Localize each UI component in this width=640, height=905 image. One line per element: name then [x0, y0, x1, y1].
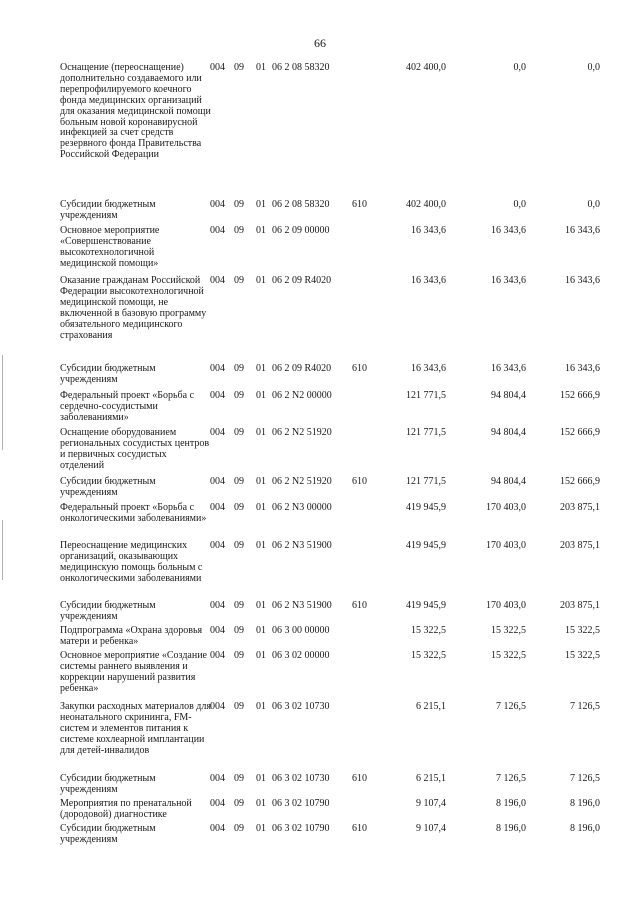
subsection-code: 01: [256, 363, 266, 374]
row-name: Субсидии бюджетным учреждениям: [60, 773, 156, 795]
subsection-code: 01: [256, 199, 266, 210]
amount-col-1: 16 343,6: [411, 225, 446, 236]
amount-col-3: 0,0: [587, 62, 600, 73]
section-code: 09: [234, 625, 244, 636]
subsection-code: 01: [256, 773, 266, 784]
binding-mark: [2, 520, 3, 580]
section-code: 09: [234, 701, 244, 712]
amount-col-2: 16 343,6: [491, 225, 526, 236]
section-code: 09: [234, 502, 244, 513]
subsection-code: 01: [256, 650, 266, 661]
amount-col-1: 15 322,5: [411, 625, 446, 636]
section-code: 09: [234, 773, 244, 784]
section-code: 09: [234, 62, 244, 73]
row-name: Субсидии бюджетным учреждениям: [60, 363, 156, 385]
subsection-code: 01: [256, 798, 266, 809]
row-name: Подпрограмма «Охрана здоровья матери и ребенка»: [60, 625, 203, 647]
amount-col-1: 402 400,0: [406, 199, 446, 210]
amount-col-1: 16 343,6: [411, 275, 446, 286]
target-code: 06 2 09 R4020: [272, 275, 332, 286]
section-code: 09: [234, 199, 244, 210]
subsection-code: 01: [256, 275, 266, 286]
amount-col-2: 7 126,5: [496, 773, 526, 784]
section-code: 09: [234, 363, 244, 374]
amount-col-3: 152 666,9: [560, 390, 600, 401]
amount-col-3: 16 343,6: [565, 225, 600, 236]
ministry-code: 004: [210, 701, 225, 712]
row-name: Оснащение оборудованием региональных сосудистых центров и первичных сосудистых отделений: [60, 427, 210, 471]
amount-col-1: 6 215,1: [416, 701, 446, 712]
subsection-code: 01: [256, 701, 266, 712]
amount-col-1: 419 945,9: [406, 502, 446, 513]
section-code: 09: [234, 275, 244, 286]
target-code: 06 2 08 58320: [272, 62, 330, 73]
section-code: 09: [234, 225, 244, 236]
ministry-code: 004: [210, 540, 225, 551]
target-code: 06 2 08 58320: [272, 199, 330, 210]
row-name: Основное мероприятие «Создание системы раннего выявления и коррекции нарушений развития ребенка»: [60, 650, 207, 694]
row-name: Оснащение (переоснащение) дополнительно создаваемого или перепрофилируемого коечного фонда медицинских организаций для оказания медицинской помощи больным новой коронавирусной инфекцией за счет средств резервного фонда Правительства Российской Федерации: [60, 62, 211, 161]
amount-col-2: 0,0: [513, 62, 526, 73]
row-name: Субсидии бюджетным учреждениям: [60, 476, 156, 498]
amount-col-3: 8 196,0: [570, 798, 600, 809]
amount-col-1: 9 107,4: [416, 798, 446, 809]
section-code: 09: [234, 650, 244, 661]
section-code: 09: [234, 476, 244, 487]
expense-type-code: 610: [352, 823, 367, 834]
amount-col-2: 15 322,5: [491, 625, 526, 636]
target-code: 06 2 N3 00000: [272, 502, 332, 513]
ministry-code: 004: [210, 62, 225, 73]
amount-col-1: 6 215,1: [416, 773, 446, 784]
ministry-code: 004: [210, 363, 225, 374]
page-number: 66: [314, 36, 326, 50]
amount-col-3: 16 343,6: [565, 363, 600, 374]
amount-col-2: 170 403,0: [486, 540, 526, 551]
binding-mark: [2, 355, 3, 450]
target-code: 06 2 N2 00000: [272, 390, 332, 401]
amount-col-3: 0,0: [587, 199, 600, 210]
amount-col-2: 0,0: [513, 199, 526, 210]
expense-type-code: 610: [352, 363, 367, 374]
amount-col-1: 121 771,5: [406, 427, 446, 438]
amount-col-2: 170 403,0: [486, 502, 526, 513]
ministry-code: 004: [210, 275, 225, 286]
amount-col-1: 121 771,5: [406, 390, 446, 401]
target-code: 06 2 N3 51900: [272, 600, 332, 611]
amount-col-2: 16 343,6: [491, 363, 526, 374]
subsection-code: 01: [256, 502, 266, 513]
subsection-code: 01: [256, 225, 266, 236]
target-code: 06 2 N2 51920: [272, 427, 332, 438]
section-code: 09: [234, 427, 244, 438]
ministry-code: 004: [210, 390, 225, 401]
expense-type-code: 610: [352, 199, 367, 210]
subsection-code: 01: [256, 823, 266, 834]
row-name: Федеральный проект «Борьба с онкологическими заболеваниями»: [60, 502, 207, 524]
amount-col-3: 152 666,9: [560, 427, 600, 438]
amount-col-3: 16 343,6: [565, 275, 600, 286]
row-name: Субсидии бюджетным учреждениям: [60, 199, 156, 221]
target-code: 06 3 02 10790: [272, 798, 330, 809]
expense-type-code: 610: [352, 600, 367, 611]
amount-col-3: 152 666,9: [560, 476, 600, 487]
subsection-code: 01: [256, 62, 266, 73]
amount-col-1: 15 322,5: [411, 650, 446, 661]
amount-col-2: 16 343,6: [491, 275, 526, 286]
amount-col-1: 121 771,5: [406, 476, 446, 487]
amount-col-2: 170 403,0: [486, 600, 526, 611]
expense-type-code: 610: [352, 476, 367, 487]
target-code: 06 3 02 10730: [272, 701, 330, 712]
amount-col-1: 402 400,0: [406, 62, 446, 73]
target-code: 06 3 00 00000: [272, 625, 330, 636]
subsection-code: 01: [256, 625, 266, 636]
expense-type-code: 610: [352, 773, 367, 784]
target-code: 06 3 02 10790: [272, 823, 330, 834]
amount-col-3: 15 322,5: [565, 625, 600, 636]
ministry-code: 004: [210, 600, 225, 611]
amount-col-2: 94 804,4: [491, 390, 526, 401]
target-code: 06 3 02 00000: [272, 650, 330, 661]
amount-col-3: 15 322,5: [565, 650, 600, 661]
amount-col-2: 8 196,0: [496, 823, 526, 834]
target-code: 06 3 02 10730: [272, 773, 330, 784]
amount-col-3: 203 875,1: [560, 540, 600, 551]
ministry-code: 004: [210, 427, 225, 438]
row-name: Закупки расходных материалов для неонатального скрининга, FM-систем и элементов питания к системе кохлеарной имплантации для детей-инвалидов: [60, 701, 211, 756]
amount-col-1: 16 343,6: [411, 363, 446, 374]
ministry-code: 004: [210, 476, 225, 487]
subsection-code: 01: [256, 476, 266, 487]
section-code: 09: [234, 600, 244, 611]
target-code: 06 2 09 R4020: [272, 363, 332, 374]
ministry-code: 004: [210, 650, 225, 661]
ministry-code: 004: [210, 823, 225, 834]
amount-col-3: 203 875,1: [560, 502, 600, 513]
amount-col-3: 7 126,5: [570, 701, 600, 712]
target-code: 06 2 09 00000: [272, 225, 330, 236]
row-name: Мероприятия по пренатальной (дородовой) диагностике: [60, 798, 192, 820]
amount-col-1: 9 107,4: [416, 823, 446, 834]
ministry-code: 004: [210, 773, 225, 784]
section-code: 09: [234, 798, 244, 809]
subsection-code: 01: [256, 540, 266, 551]
amount-col-2: 8 196,0: [496, 798, 526, 809]
ministry-code: 004: [210, 798, 225, 809]
ministry-code: 004: [210, 199, 225, 210]
amount-col-3: 7 126,5: [570, 773, 600, 784]
section-code: 09: [234, 390, 244, 401]
subsection-code: 01: [256, 600, 266, 611]
ministry-code: 004: [210, 502, 225, 513]
target-code: 06 2 N2 51920: [272, 476, 332, 487]
subsection-code: 01: [256, 427, 266, 438]
amount-col-3: 8 196,0: [570, 823, 600, 834]
row-name: Федеральный проект «Борьба с сердечно-сосудистыми заболеваниями»: [60, 390, 195, 423]
ministry-code: 004: [210, 625, 225, 636]
amount-col-3: 203 875,1: [560, 600, 600, 611]
row-name: Субсидии бюджетным учреждениям: [60, 823, 156, 845]
target-code: 06 2 N3 51900: [272, 540, 332, 551]
section-code: 09: [234, 540, 244, 551]
subsection-code: 01: [256, 390, 266, 401]
row-name: Основное мероприятие «Совершенствование высокотехнологичной медицинской помощи»: [60, 225, 160, 269]
amount-col-1: 419 945,9: [406, 540, 446, 551]
amount-col-2: 15 322,5: [491, 650, 526, 661]
amount-col-1: 419 945,9: [406, 600, 446, 611]
amount-col-2: 94 804,4: [491, 476, 526, 487]
row-name: Оказание гражданам Российской Федерации высокотехнологичной медицинской помощи, не включенной в базовую программу обязательного медицинского страхования: [60, 275, 207, 341]
row-name: Субсидии бюджетным учреждениям: [60, 600, 156, 622]
row-name: Переоснащение медицинских организаций, оказывающих медицинскую помощь больным с онкологическими заболеваниями: [60, 540, 203, 584]
ministry-code: 004: [210, 225, 225, 236]
amount-col-2: 94 804,4: [491, 427, 526, 438]
section-code: 09: [234, 823, 244, 834]
amount-col-2: 7 126,5: [496, 701, 526, 712]
